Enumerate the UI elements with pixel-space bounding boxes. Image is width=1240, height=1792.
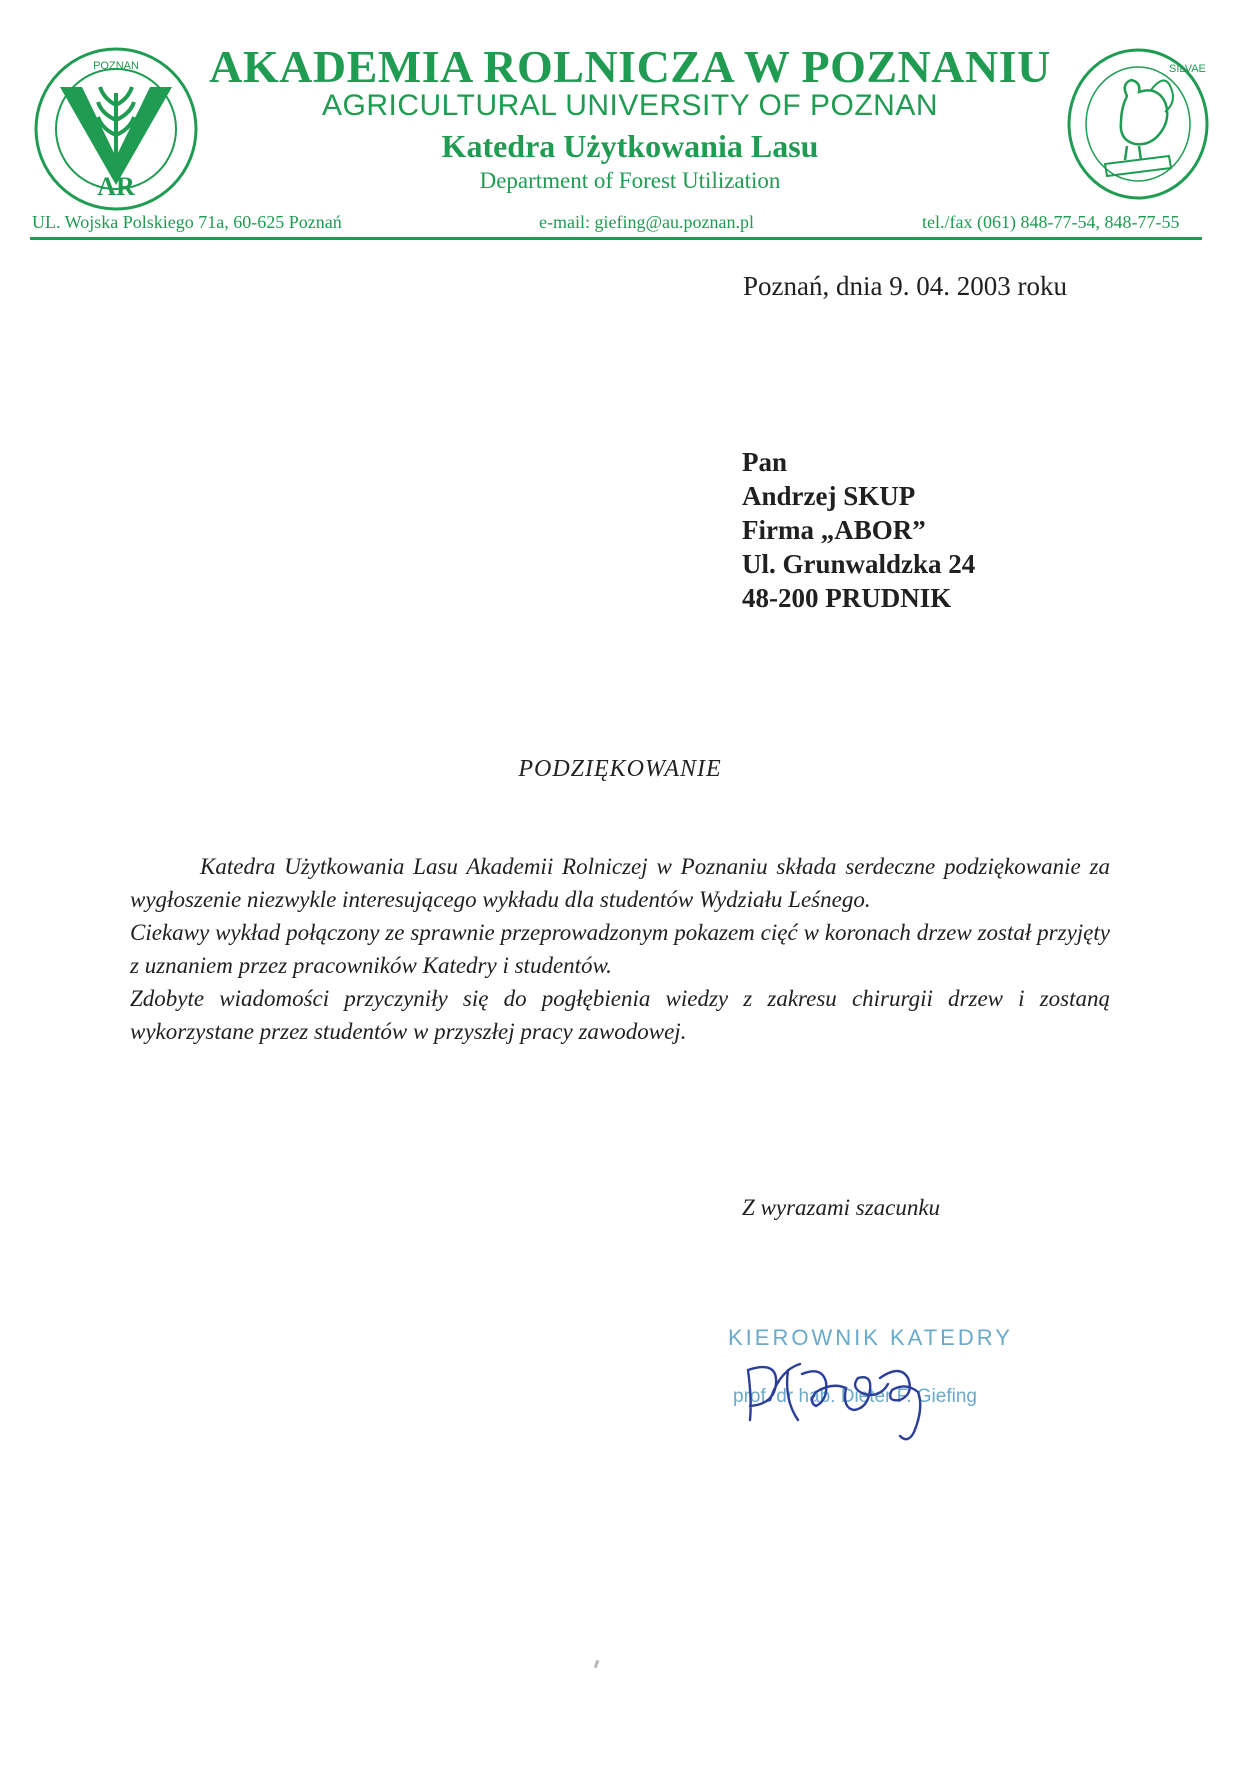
letter-body [130,850,1110,1048]
department-name-en: Department of Forest Utilization [479,168,781,193]
body-paragraph: Ciekawy wykład połączony ze sprawnie przeprowadzonym pokazem cięć w koronach drzew został przyjęty z uznaniem przez pracowników Katedry i studentów. [130,920,1110,978]
recipient-name: Andrzej SKUP [742,481,916,511]
body-paragraph: Zdobyte wiadomości przyczyniły się do pogłębienia wiedzy z zakresu chirurgii drzew i zostaną wykorzystane przez studentów w przyszłej pracy zawodowej. [130,986,1110,1044]
recipient-salutation: Pan [742,447,788,477]
letter-heading: PODZIĘKOWANIE [518,756,722,782]
svg-text:AR: AR [97,172,135,201]
svg-text:POZNAN: POZNAN [93,60,139,72]
date-line: Poznań, dnia 9. 04. 2003 roku [743,271,1067,301]
paper-speck [594,1660,600,1669]
stamp-name: prof. dr hab. Dieter F. Giefing [733,1386,977,1407]
department-name: Katedra Użytkowania Lasu [441,128,819,164]
stamp-title: KIEROWNIK KATEDRY [728,1325,1013,1350]
university-name-en: AGRICULTURAL UNIVERSITY OF POZNAN [321,89,939,122]
university-seal-icon [32,45,200,213]
recipient-street: Ul. Grunwaldzka 24 [742,549,976,579]
letterhead-divider [30,237,1202,240]
handwritten-signature [730,1330,970,1450]
faculty-seal-icon [1065,46,1211,201]
recipient-company: Firma „ABOR” [742,515,926,545]
svg-text:SILVAE: SILVAE [1169,63,1206,75]
contact-email: e-mail: giefing@au.poznan.pl [539,212,755,232]
body-paragraph: Katedra Użytkowania Lasu Akademii Rolniczej w Poznaniu składa serdeczne podziękowanie za wygłoszenie niezwykle interesującego wykładu dla studentów Wydziału Leśnego. [130,854,1110,912]
recipient-address [742,445,975,615]
contact-address: UL. Wojska Polskiego 71a, 60-625 Poznań [32,212,342,232]
contact-phone: tel./fax (061) 848-77-54, 848-77-55 [922,212,1180,232]
university-name: AKADEMIA ROLNICZA W POZNANIU [209,41,1051,92]
recipient-city: 48-200 PRUDNIK [742,583,952,613]
closing-line: Z wyrazami szacunku [742,1195,941,1220]
